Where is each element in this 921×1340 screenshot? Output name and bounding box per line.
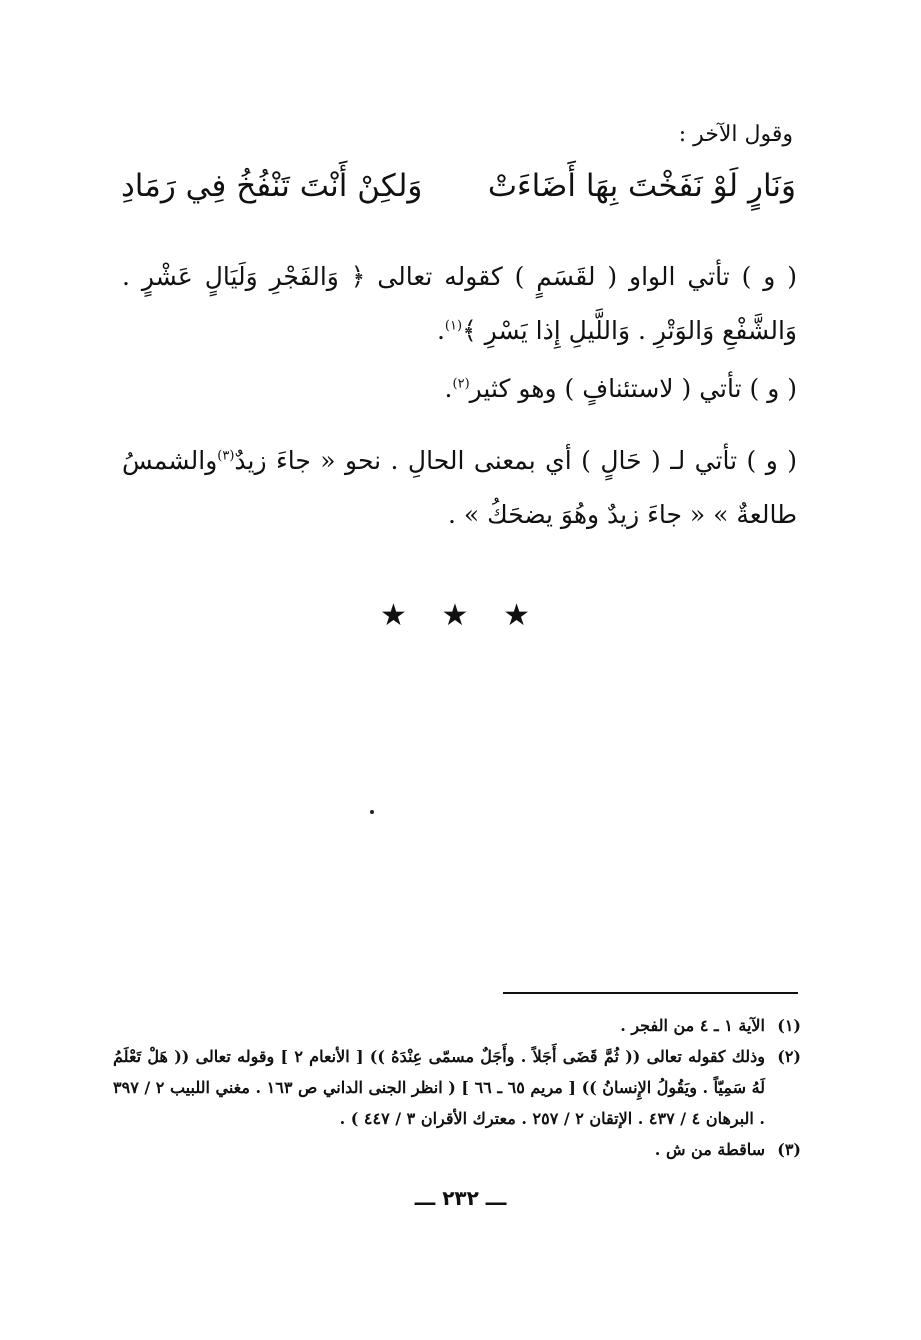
footnote-number: (١) — [777, 1016, 801, 1035]
paragraph-resumption — [122, 362, 797, 416]
star-icon: ★ — [441, 598, 469, 633]
footnote-number: (٣) — [777, 1140, 801, 1159]
footnotes — [113, 1010, 801, 1165]
verse-first-hemistich: وَنَارٍ لَوْ نَفَخْتَ بِهَا أَضَاءَتْ — [487, 168, 796, 204]
footnote-ref-3: (٣) — [217, 448, 235, 464]
star-icon: ★ — [503, 598, 530, 633]
footnote-text: الآية ١ ـ ٤ من الفجر . — [620, 1016, 765, 1035]
paragraph-resumption-end: . — [444, 374, 453, 403]
footnote-number: (٢) — [777, 1047, 801, 1066]
poetry-verse — [121, 168, 796, 218]
star-icon: ★ — [380, 598, 407, 633]
footnote-ref-2: (٢) — [452, 376, 470, 392]
footnote-text: وذلك كقوله تعالى (( ثُمَّ قَضَى أَجَلاً . وأَجَلٌ مسمّى عِنْدَهُ )) [ الأنعام ٢ ] وقوله تعالى (( هَلْ تَعْلَمُ لَهُ سَمِيّاً . ويَقُولُ الإِنسانُ )) [ مريم ٦٥ ـ ٦٦ ] ( انظر الجنى الداني ص ١٦٣ . مغني اللبيب ٢ / ٣٩٧ . البرهان ٤ / ٤٣٧ . الإتقان ٢ / ٢٥٧ . معترك الأقران ٣ / ٤٤٧ ) . — [113, 1047, 766, 1128]
footnote-2 — [113, 1041, 801, 1134]
stray-dot — [370, 810, 374, 814]
paragraph-oath-end: . — [436, 316, 445, 345]
section-divider-stars — [380, 598, 530, 633]
paragraph-oath — [122, 250, 797, 358]
footnote-1 — [113, 1010, 801, 1041]
paragraph-state — [122, 434, 797, 542]
paragraph-state-text-continued: والشمسُ طالعةٌ » « جاءَ زيدٌ وهُوَ يضحَكُ » . — [122, 446, 797, 529]
footnote-3 — [113, 1134, 801, 1165]
verse-intro: وقول الآخر : — [678, 122, 793, 147]
footnote-text: ساقطة من ش . — [654, 1140, 765, 1159]
paragraph-oath-text: ( و ) تأتي الواو ( لقَسَمٍ ) كقوله تعالى ﴿ وَالفَجْرِ وَلَيَالٍ عَشْرٍ . وَالشَّفْعِ وَالوَتْرِ . وَاللَّيلِ إِذا يَسْرِ ﴾ — [122, 262, 797, 345]
paragraph-state-text: ( و ) تأتي لـ ( حَالٍ ) أي بمعنى الحالِ . نحو « جاءَ زيدٌ — [234, 446, 797, 475]
page-number: ـــ ٢٣٢ ـــ — [414, 1186, 507, 1210]
footnote-ref-1: (١) — [444, 318, 463, 334]
verse-second-hemistich: وَلكِنْ أَنْتَ تَنْفُخُ فِي رَمَادِ — [121, 168, 423, 204]
footnote-separator — [503, 992, 798, 994]
paragraph-resumption-text: ( و ) تأتي ( لاستئنافٍ ) وهو كثير — [469, 374, 797, 403]
